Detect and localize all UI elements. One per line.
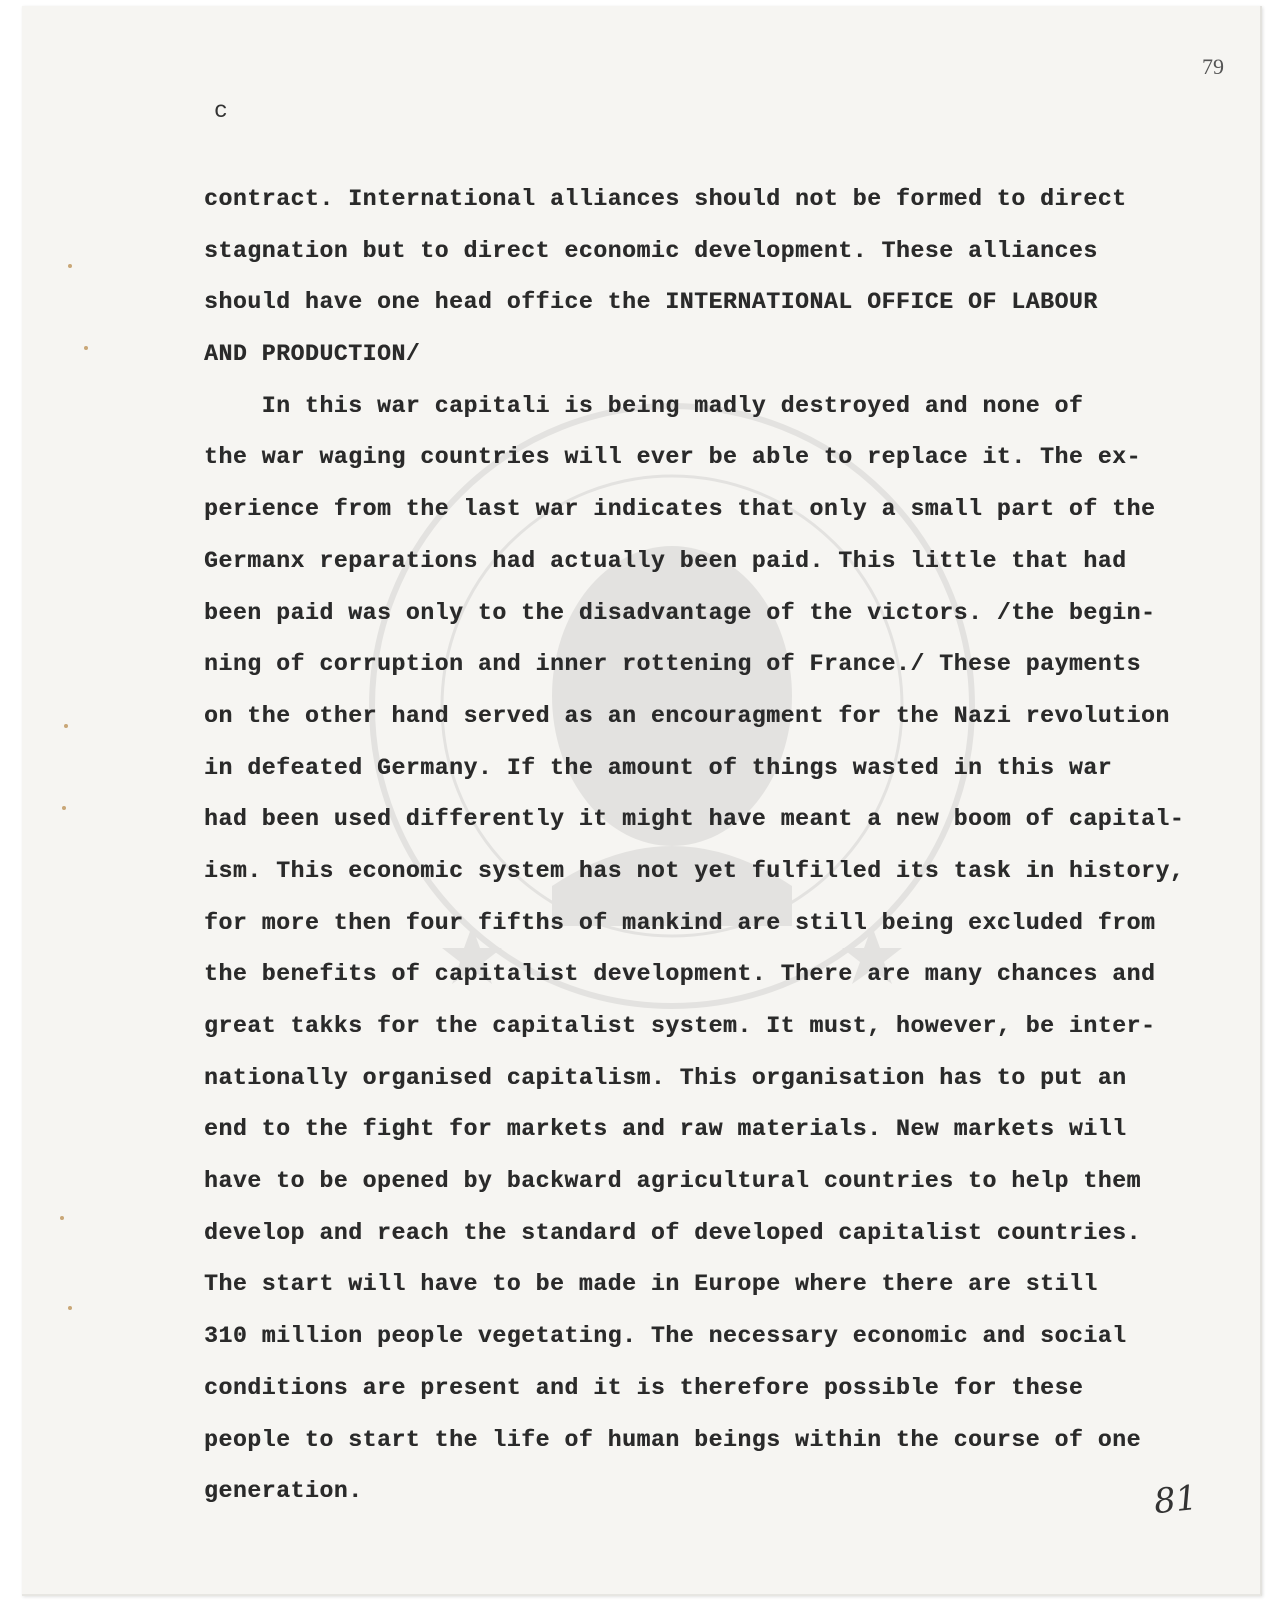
text-line: ning of corruption and inner rottening of France./ These payments	[204, 651, 1141, 678]
margin-speck	[68, 1306, 72, 1310]
margin-speck	[68, 264, 72, 268]
text-line: generation.	[204, 1478, 363, 1505]
text-line: for more then four fifths of mankind are still being excluded from	[204, 909, 1156, 936]
text-line: stagnation but to direct economic development. These alliances	[204, 237, 1098, 264]
text-line: the war waging countries will ever be able to replace it. The ex-	[204, 444, 1141, 471]
text-line: on the other hand served as an encouragment for the Nazi revolution	[204, 702, 1170, 729]
text-line: Germanx reparations had actually been paid. This little that had	[204, 547, 1127, 574]
handwritten-page-number: 81	[1152, 1477, 1200, 1523]
margin-speck	[60, 1216, 64, 1220]
text-line: great takks for the capitalist system. It must, however, be inter-	[204, 1013, 1156, 1039]
text-line: nationally organised capitalism. This organisation has to put an	[204, 1064, 1127, 1091]
text-line: end to the fight for markets and raw materials. New markets will	[204, 1116, 1127, 1143]
text-line: The start will have to be made in Europe where there are still	[204, 1271, 1098, 1298]
text-line: ism. This economic system has not yet fulfilled its task in history,	[204, 857, 1185, 884]
text-line: people to start the life of human beings within the course of one	[204, 1426, 1141, 1453]
margin-speck	[64, 724, 68, 728]
document-page	[22, 6, 1262, 1596]
text-line: develop and reach the standard of developed capitalist countries.	[204, 1219, 1141, 1246]
text-line: conditions are present and it is therefore possible for these	[204, 1374, 1084, 1401]
text-line: in defeated Germany. If the amount of things wasted in this war	[204, 754, 1113, 781]
margin-speck	[84, 346, 88, 350]
text-line: AND PRODUCTION/	[204, 341, 421, 368]
text-line: perience from the last war indicates that only a small part of the	[204, 496, 1156, 523]
section-letter: c	[214, 98, 228, 124]
text-line: had been used differently it might have meant a new boom of capital-	[204, 806, 1185, 833]
text-line: In this war capitali is being madly destroyed and none of	[204, 392, 1084, 419]
text-line: have to be opened by backward agricultural countries to help them	[204, 1168, 1141, 1195]
page-number: 79	[1202, 54, 1224, 79]
margin-speck	[62, 806, 66, 810]
text-line: should have one head office the INTERNATIONAL OFFICE OF LABOUR	[204, 289, 1098, 316]
text-line: 310 million people vegetating. The necessary economic and social	[204, 1323, 1127, 1350]
text-line: been paid was only to the disadvantage of the victors. /the begin-	[204, 599, 1156, 626]
text-line: contract. International alliances should not be formed to direct	[204, 186, 1127, 212]
text-line: the benefits of capitalist development. There are many chances and	[204, 961, 1156, 988]
typewritten-body	[204, 174, 1254, 1518]
